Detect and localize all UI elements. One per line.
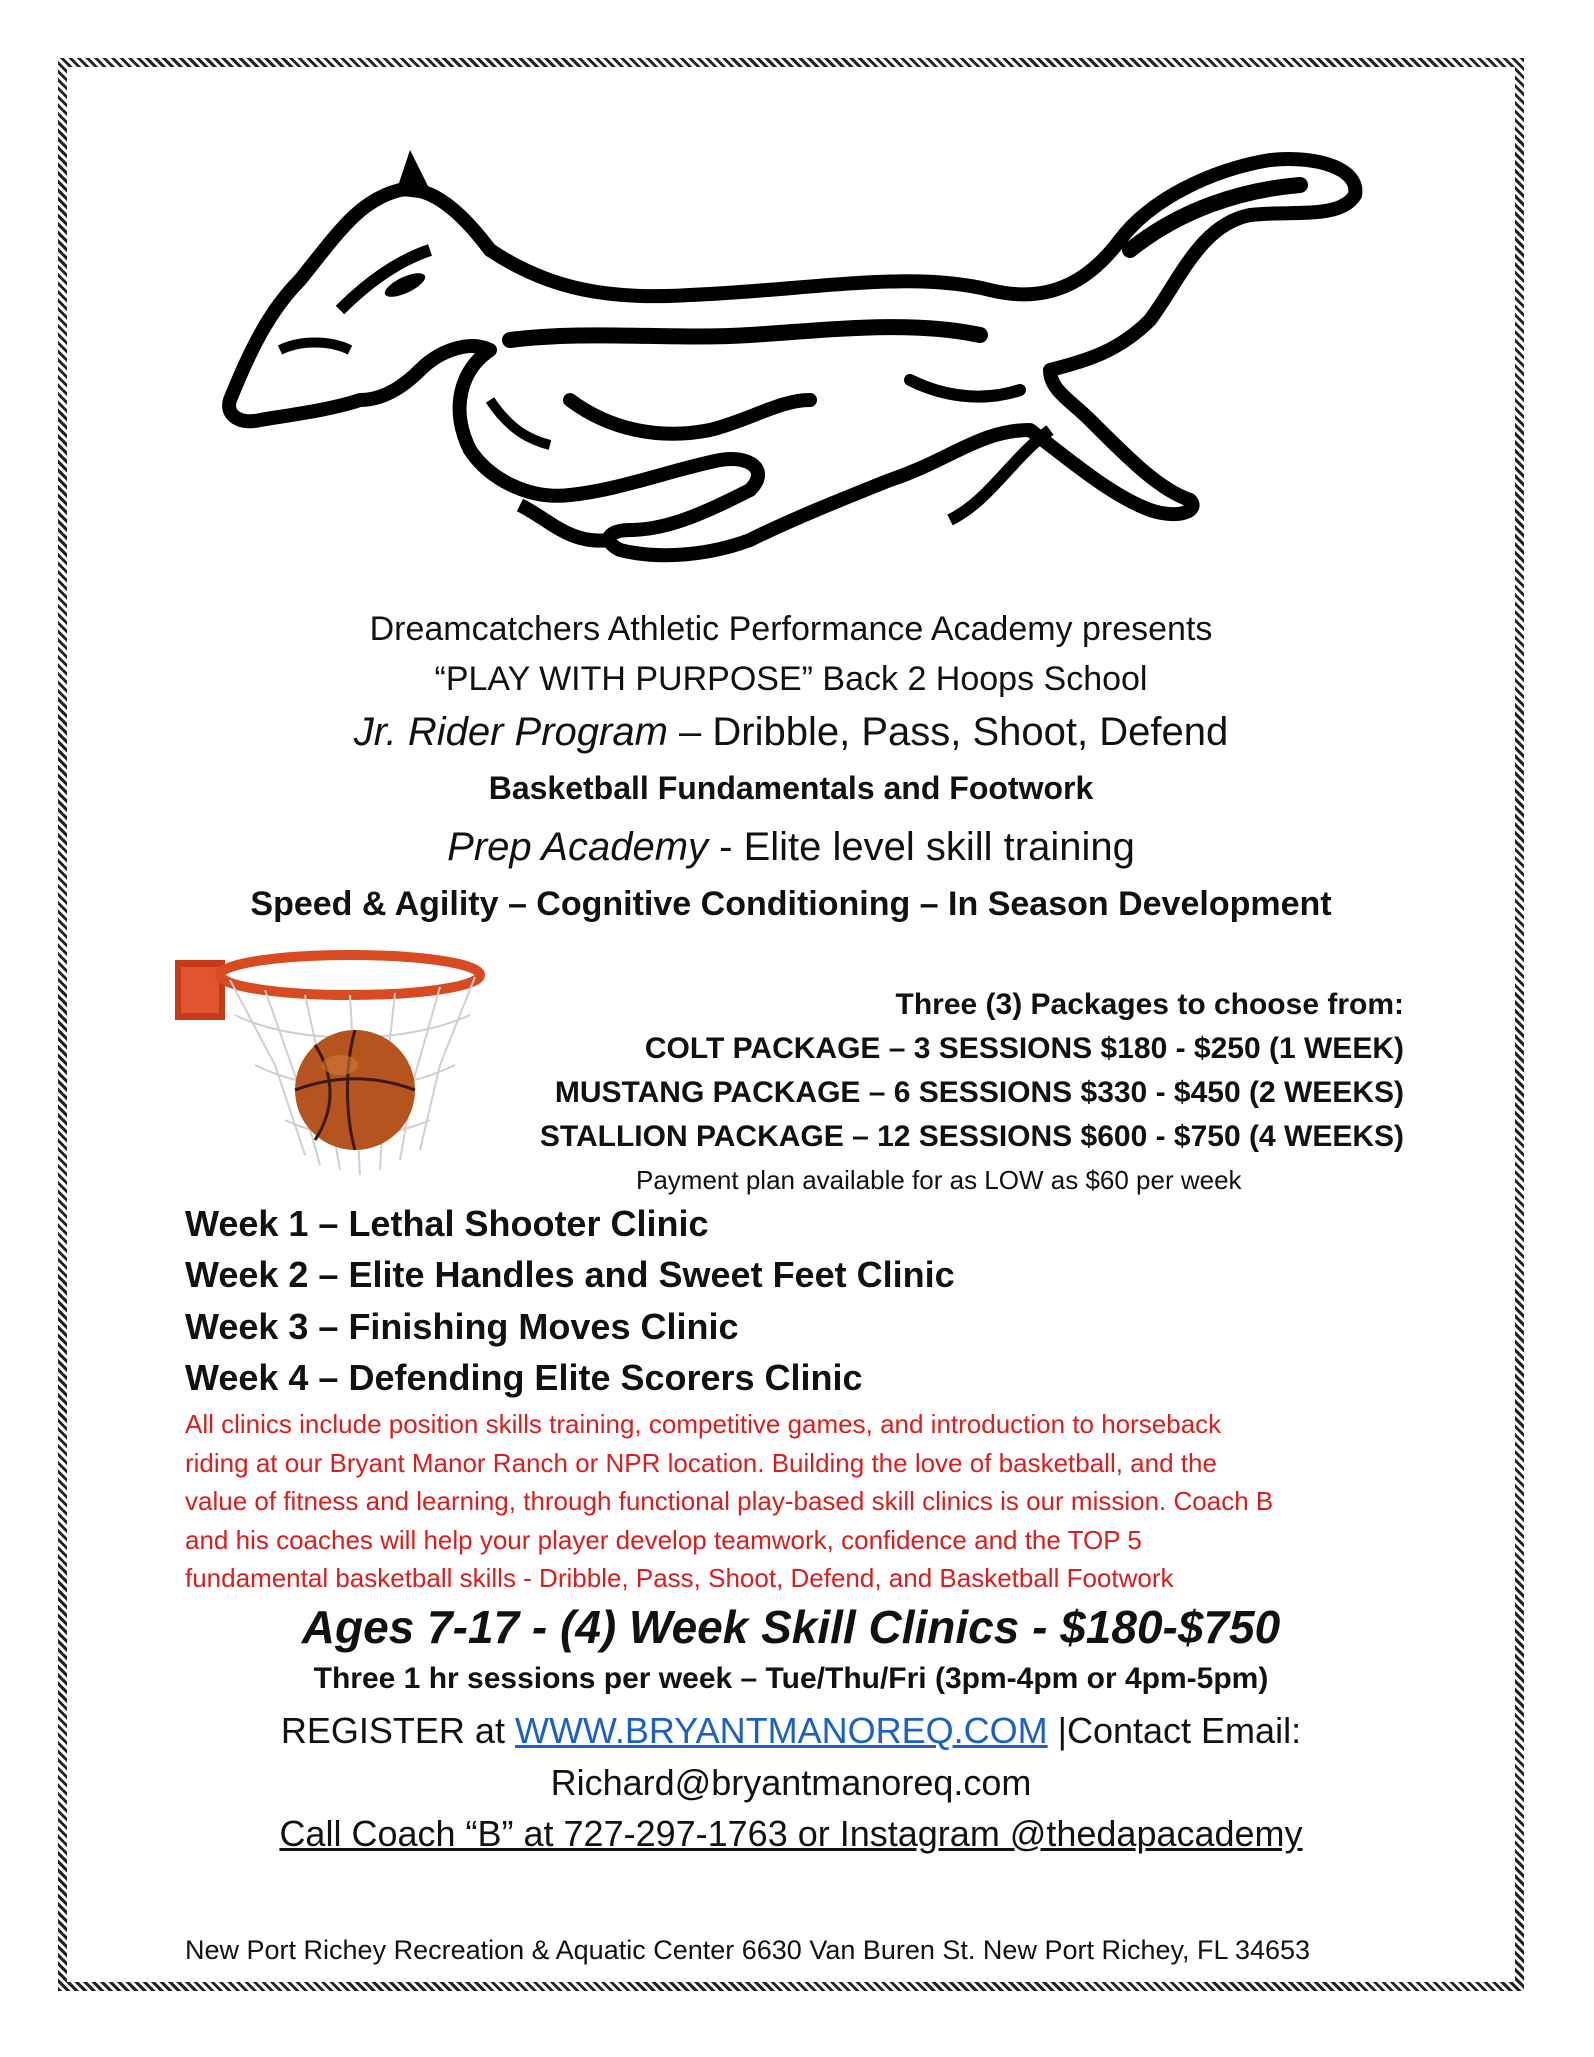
mustang-package: MUSTANG PACKAGE – 6 SESSIONS $330 - $450 (2 WEEKS) (554, 1076, 1404, 1109)
stallion-package: STALLION PACKAGE – 12 SESSIONS $600 - $750 (4 WEEKS) (539, 1120, 1404, 1153)
register-line (58, 1710, 1524, 1752)
packages-heading: Three (3) Packages to choose from: (895, 988, 1404, 1021)
jr-program-desc: – Dribble, Pass, Shoot, Defend (667, 710, 1229, 754)
description-line: value of fitness and learning, through functional play-based skill clinics is our mission. Coach B (185, 1486, 1274, 1516)
session-schedule: Three 1 hr sessions per week – Tue/Thu/Fri (3pm-4pm or 4pm-5pm) (313, 1662, 1269, 1695)
venue-address: New Port Richey Recreation & Aquatic Center 6630 Van Buren St. New Port Richey, FL 34653 (185, 1935, 1311, 1965)
ages-price-line: Ages 7-17 - (4) Week Skill Clinics - $180-$750 (301, 1601, 1281, 1653)
focus-line: Speed & Agility – Cognitive Conditioning – In Season Development (250, 885, 1332, 923)
prep-name: Prep Academy (447, 825, 709, 869)
presenter-line: Dreamcatchers Athletic Performance Academy presents (369, 610, 1213, 648)
jr-program-name: Jr. Rider Program (353, 710, 668, 754)
call-coach-line: Call Coach “B” at 727-297-1763 or Instagram @thedapacademy (279, 1813, 1303, 1854)
contact-label: |Contact Email: (1047, 1710, 1302, 1751)
week-2-clinic: Week 2 – Elite Handles and Sweet Feet Clinic (185, 1254, 955, 1295)
clinic-description (185, 1405, 1400, 1598)
school-name: “PLAY WITH PURPOSE” Back 2 Hoops School (434, 660, 1148, 698)
basketball-hoop-photo (175, 935, 495, 1180)
description-line: All clinics include position skills training, competitive games, and introduction to horseback (185, 1409, 1222, 1439)
description-line: fundamental basketball skills - Dribble, Pass, Shoot, Defend, and Basketball Footwork (185, 1563, 1174, 1593)
prep-academy-line (58, 825, 1524, 870)
mustang-logo (190, 100, 1400, 580)
week-4-clinic: Week 4 – Defending Elite Scorers Clinic (185, 1357, 863, 1398)
colt-package: COLT PACKAGE – 3 SESSIONS $180 - $250 (1 WEEK) (644, 1032, 1404, 1065)
jr-rider-program-line (58, 710, 1524, 755)
register-website-link[interactable]: WWW.BRYANTMANOREQ.COM (514, 1710, 1048, 1751)
week-3-clinic: Week 3 – Finishing Moves Clinic (185, 1306, 739, 1347)
jr-program-subtitle: Basketball Fundamentals and Footwork (488, 770, 1094, 806)
description-line: and his coaches will help your player develop teamwork, confidence and the TOP 5 (185, 1524, 1142, 1555)
register-prefix: REGISTER at (280, 1710, 515, 1751)
contact-email[interactable]: Richard@bryantmanoreq.com (550, 1762, 1032, 1803)
week-1-clinic: Week 1 – Lethal Shooter Clinic (185, 1203, 709, 1244)
description-line: riding at our Bryant Manor Ranch or NPR location. Building the love of basketball, and the (185, 1447, 1217, 1478)
payment-plan-note: Payment plan available for as LOW as $60 per week (636, 1165, 1242, 1195)
prep-desc: - Elite level skill training (708, 825, 1135, 869)
